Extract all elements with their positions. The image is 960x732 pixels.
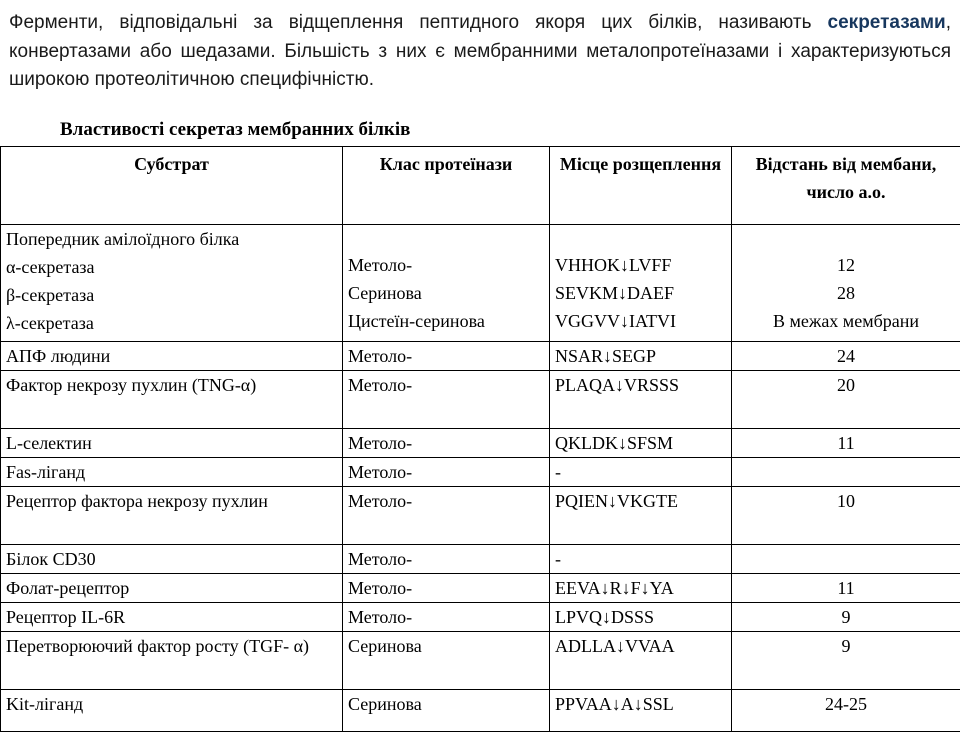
cell-distance: 24 — [732, 342, 960, 371]
table-row — [1, 690, 960, 732]
cell-class: Метоло- — [343, 603, 550, 632]
substrate-line: Попередник амілоїдного білка — [6, 225, 337, 253]
cell-site: NSAR↓SEGP — [550, 342, 732, 371]
cell-site: PPVAA↓A↓SSL — [550, 690, 732, 732]
cell-substrate: L-селектин — [1, 429, 343, 458]
cell-distance — [732, 458, 960, 487]
cell-substrate: Fas-ліганд — [1, 458, 343, 487]
cell-substrate — [1, 225, 343, 342]
cell-site: ADLLA↓VVAA — [550, 632, 732, 690]
cell-substrate: АПФ людини — [1, 342, 343, 371]
intro-text-start: Ферменти, відповідальні за відщеплення пептидного якоря цих білків, називають — [9, 12, 828, 33]
site-line: VGGVV↓IATVI — [555, 307, 726, 335]
class-line: Метоло- — [348, 251, 544, 279]
cell-distance: 11 — [732, 574, 960, 603]
table-row — [1, 429, 960, 458]
substrate-line: λ-секретаза — [6, 309, 337, 337]
cell-class: Метоло- — [343, 574, 550, 603]
cell-distance: 24-25 — [732, 690, 960, 732]
cell-site: QKLDK↓SFSM — [550, 429, 732, 458]
intro-highlight-term: секретазами — [828, 12, 946, 33]
header-cleavage-site: Місце розщеплення — [550, 147, 732, 225]
cell-substrate: Рецептор фактора некрозу пухлин — [1, 487, 343, 545]
distance-line: В межах мембрани — [737, 307, 955, 335]
secretase-table — [0, 146, 960, 732]
cell-substrate: Перетворюючий фактор росту (TGF- α) — [1, 632, 343, 690]
cell-site: EEVA↓R↓F↓YA — [550, 574, 732, 603]
substrate-line: β-секретаза — [6, 281, 337, 309]
cell-class: Метоло- — [343, 371, 550, 429]
cell-site: LPVQ↓DSSS — [550, 603, 732, 632]
cell-substrate: Kit-ліганд — [1, 690, 343, 732]
distance-line: 12 — [737, 251, 955, 279]
header-substrate: Субстрат — [1, 147, 343, 225]
table-row — [1, 632, 960, 690]
cell-distance: 20 — [732, 371, 960, 429]
site-line: VHHOK↓LVFF — [555, 251, 726, 279]
cell-class: Метоло- — [343, 545, 550, 574]
intro-paragraph — [9, 9, 951, 95]
cell-class — [343, 225, 550, 342]
cell-class: Метоло- — [343, 458, 550, 487]
header-membrane-distance: Відстань від мембани, число а.о. — [732, 147, 960, 225]
cell-site: PLAQA↓VRSSS — [550, 371, 732, 429]
class-line: Цистеїн-серинова — [348, 307, 544, 335]
cell-distance: 9 — [732, 603, 960, 632]
table-row-amyloid — [1, 225, 960, 342]
table-row — [1, 603, 960, 632]
cell-distance: 11 — [732, 429, 960, 458]
cell-substrate: Білок CD30 — [1, 545, 343, 574]
intro-text-end: , конвертазами або шедазами. Більшість з них є мембранними металопротеїназами і характеризуються широкою протеолітичною специфічністю. — [9, 12, 951, 90]
table-row — [1, 574, 960, 603]
cell-substrate: Рецептор IL-6R — [1, 603, 343, 632]
cell-distance — [732, 545, 960, 574]
cell-distance: 9 — [732, 632, 960, 690]
cell-substrate: Фактор некрозу пухлин (TNG-α) — [1, 371, 343, 429]
distance-line: 28 — [737, 279, 955, 307]
cell-distance — [732, 225, 960, 342]
cell-site — [550, 225, 732, 342]
table-caption: Властивості секретаз мембранних білків — [60, 119, 410, 141]
table-row — [1, 342, 960, 371]
table-row — [1, 458, 960, 487]
cell-site: - — [550, 458, 732, 487]
cell-class: Серинова — [343, 632, 550, 690]
cell-distance: 10 — [732, 487, 960, 545]
cell-class: Серинова — [343, 690, 550, 732]
cell-class: Метоло- — [343, 429, 550, 458]
cell-site: PQIEN↓VKGTE — [550, 487, 732, 545]
class-line: Серинова — [348, 279, 544, 307]
cell-substrate: Фолат-рецептор — [1, 574, 343, 603]
cell-site: - — [550, 545, 732, 574]
table-header-row — [1, 147, 960, 225]
substrate-line: α-секретаза — [6, 253, 337, 281]
site-line: SEVKM↓DAEF — [555, 279, 726, 307]
table-row — [1, 371, 960, 429]
cell-class: Метоло- — [343, 487, 550, 545]
table-row — [1, 545, 960, 574]
cell-class: Метоло- — [343, 342, 550, 371]
table-row — [1, 487, 960, 545]
header-protease-class: Клас протеїнази — [343, 147, 550, 225]
